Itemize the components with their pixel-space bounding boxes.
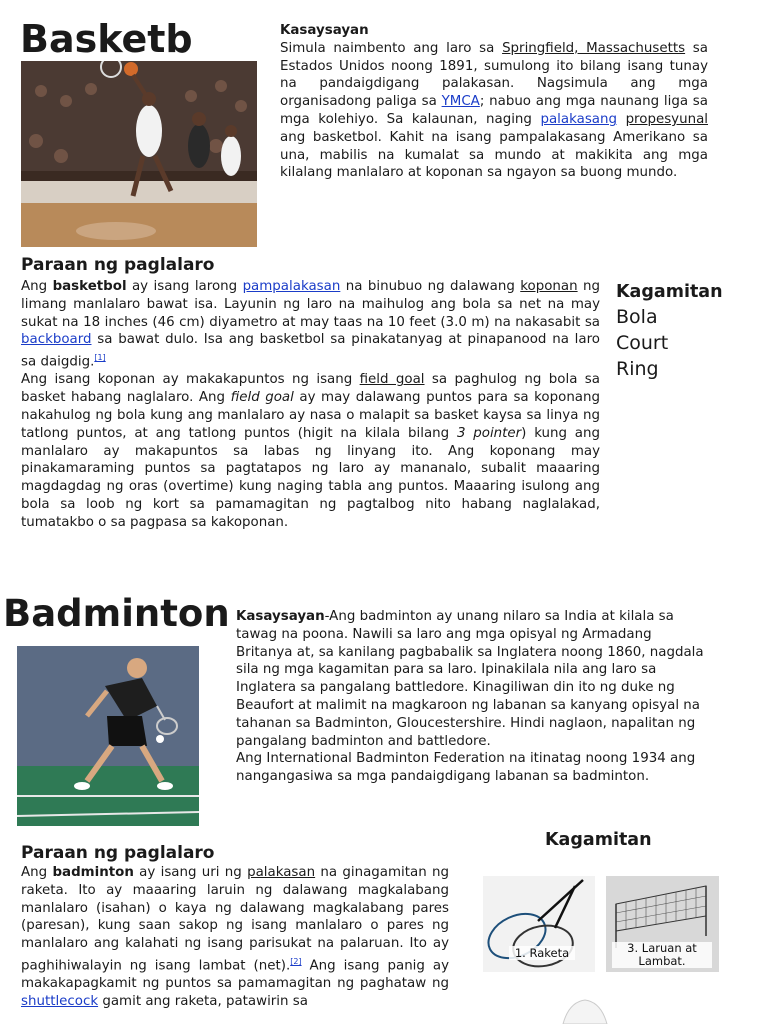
badminton-howto-heading: Paraan ng paglalaro (21, 843, 215, 863)
badminton-photo (17, 646, 199, 826)
badminton-federation-text: Ang International Badminton Federation na itinatag noong 1934 ang nangangasiwa sa mga pandaigdigang labanan sa badminton. (236, 751, 696, 785)
propesyunal-link[interactable]: propesyunal (625, 111, 709, 127)
equipment-item: Ring (616, 358, 659, 380)
badminton-title: Badminton (3, 592, 230, 635)
badminton-equipment-heading: Kagamitan (545, 830, 652, 850)
basketball-scoring-text: Ang isang koponan ay makakapuntos ng isang field goal sa paghulog ng bola sa basket habang naglalaro. Ang field goal ay may dalawang puntos para sa koponang nakahulog ng bola kung ang manlalaro ay nasa o malapit sa basket kaysa sa linya ng tatlong puntos, at ang tatlong puntos (higit na kilala bilang 3 pointer) kung ang manlalaro ay makapuntos sa labas ng linyang ito. Ang koponang may pinakamaraming puntos sa pagtatapos ng laro ay mananalo, subalit maaaring magdagdag ng oras (overtime) kung naging tabla ang puntos. Maaaring isulong ang bola sa loob ng kort sa pamamagitan ng pagtalbog nito habang naglalakad, tumatakbo o sa pagpasa sa kakoponan. (21, 372, 601, 530)
badminton-howto-text: Ang badminton ay isang uri ng palakasan na ginagamitan ng raketa. Ito ay maaaring laruin ng dalawang magkalabang manlalaro (isahan) o kaya ng dalawang magkalabang pares (paresan), kung saan sakop ng isang manlalaro o pares ng manlalaro ang kalahati ng isang parisukat na palaruan. Ito ay paghihiwalayin ng isang lambat (net).[2] Ang isang panig ay makakapagkamit ng puntos sa pamamagitan ng paghataw ng shuttlecock gamit ang raketa, patawirin sa (21, 865, 450, 1010)
basketball-history-heading: Kasaysayan (280, 23, 369, 38)
badminton-history-heading: Kasaysayan (236, 609, 325, 624)
koponan-link[interactable]: koponan (520, 279, 578, 294)
shuttlecock-image (555, 996, 615, 1024)
ymca-link[interactable]: YMCA (441, 94, 480, 110)
racket-caption: 1. Raketa (509, 946, 575, 960)
basketball-equipment-heading: Kagamitan (616, 282, 723, 302)
pampalakasan-link[interactable]: pampalakasan (242, 279, 341, 294)
palakasang-link[interactable]: palakasang (540, 111, 617, 127)
reference-1-link[interactable]: [1] (94, 353, 106, 363)
palakasan-link[interactable]: palakasan (247, 865, 316, 880)
basketball-history-text: Simula naimbento ang laro sa Springfield, Massachusetts sa Estados Unidos noong 1891, sumulong ito bilang isang tunay na pandaigdigang palakasan. Nagsimula ang mga organisadong paliga sa YMCA; nabuo ang mga naunang liga sa mga kolehiyo. Sa kalaunan, naging palakasang propesyunal ang basketbol. Kahit na isang pampalakasang Amerikano sa una, mabilis na kumalat sa mundo at makikita ang mga kilalang manlalaro at koponan sa ngayon sa buong mundo. (280, 40, 709, 181)
basketball-photo (21, 61, 257, 247)
equipment-item: Court (616, 332, 669, 354)
net-image (606, 876, 719, 972)
basketball-howto-text: Ang basketbol ay isang larong pampalakasan na binubuo ng dalawang koponan ng limang manlalaro bawat isa. Layunin ng laro na maihulog ang bola sa net na may sukat na 18 inches (46 cm) diyametro at may taas na 10 feet (3.0 m) na nakasabit sa backboard sa bawat dulo. Isa ang basketbol sa pinakatanyag at pinapanood na laro sa daigdig.[1] (21, 279, 600, 370)
shuttlecock-link[interactable]: shuttlecock (21, 994, 99, 1010)
equipment-item: Bola (616, 306, 658, 328)
basketball-howto-heading: Paraan ng paglalaro (21, 255, 215, 275)
badminton-history-text: Kasaysayan-Ang badminton ay unang nilaro sa India at kilala sa tawag na poona. Nawili sa laro ang mga opisyal ng Armadang Britanya at, sa kanilang pagbabalik sa Inglatera noong 1860, nagdala sila ng mga kagamitan para sa laro. Ipinakilala nila ang laro sa Inglatera sa pangalang battledore. Kinagiliwan din ito ng duke ng Beaufort at malimit na magkaroon ng labanan sa kanyang opisyal na tahanan sa Badminton, Gloucestershire. Hindi naglaon, napalitan ng pangalang badminton and battledore. (236, 609, 704, 749)
basketball-title: Basketb (20, 17, 193, 61)
springfield-link[interactable]: Springfield, Massachusetts (502, 40, 686, 56)
basketball-equipment (616, 280, 756, 382)
field-goal-link[interactable]: field goal (359, 372, 425, 388)
backboard-link[interactable]: backboard (21, 332, 92, 348)
reference-2-link[interactable]: [2] (290, 956, 302, 966)
net-caption: 3. Laruan at Lambat. (612, 942, 712, 968)
racket-image (483, 876, 595, 972)
